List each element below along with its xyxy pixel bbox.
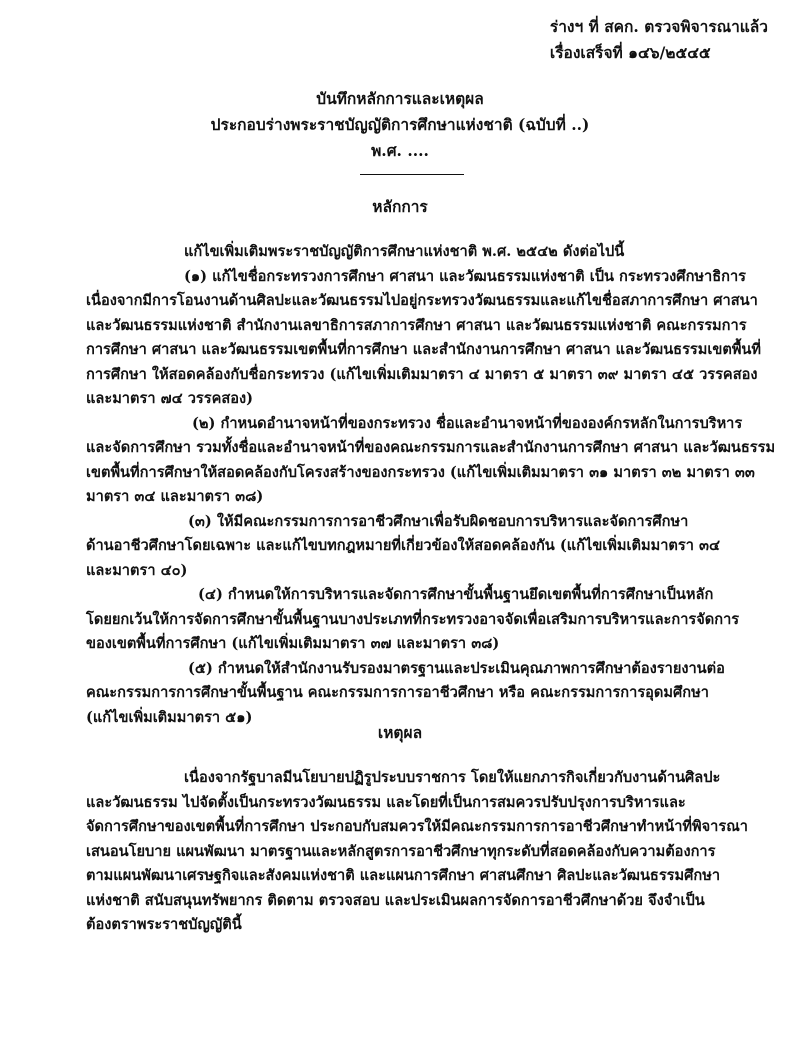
principle-item-5: [86, 657, 775, 731]
item-line: มาตรา ๓๔ และมาตรา ๓๘): [86, 488, 264, 505]
item-line: โดยยกเว้นให้การจัดการศึกษาขั้นพื้นฐานบางประเภทที่กระทรวงอาจจัดเพื่อเสริมการบริหารและการจัดการ: [86, 610, 740, 628]
item-line: คณะกรรมการการศึกษาขั้นพื้นฐาน คณะกรรมการการอาชีวศึกษา หรือ คณะกรรมการการอุดมศึกษา: [86, 684, 709, 701]
review-stamp: [550, 14, 768, 66]
reason-line: เนื่องจากรัฐบาลมีนโยบายปฏิรูประบบราชการ โดยให้แยกภารกิจเกี่ยวกับงานด้านศิลปะ: [184, 769, 721, 786]
reason-line: เสนอนโยบาย แผนพัฒนา มาตรฐานและหลักสูตรการอาชีวศึกษาทุกระดับที่สอดคล้องกับความต้องการ: [86, 842, 716, 860]
item-line: และมาตรา ๔๐): [86, 561, 188, 579]
stamp-completion-number: เรื่องเสร็จที่ ๑๔๖/๒๕๔๕: [549, 43, 711, 62]
reason-line: แห่งชาติ สนับสนุนทรัพยากร ติดตาม ตรวจสอบ และประเมินผลการจัดการอาชีวศึกษาด้วย จึงจำเป็น: [86, 891, 705, 909]
principle-item-2: [86, 412, 775, 510]
item-line: การศึกษา ศาสนา และวัฒนธรรมเขตพื้นที่การศึกษา และสำนักงานการศึกษา ศาสนา และวัฒนธรรมเขตพื้นที่: [86, 341, 762, 358]
item-line: และมาตรา ๗๔ วรรคสอง): [86, 390, 254, 407]
title-line-1: บันทึกหลักการและเหตุผล: [316, 89, 484, 108]
principle-heading: หลักการ: [372, 197, 428, 216]
reason-heading: เหตุผล: [377, 723, 423, 742]
item-line: และวัฒนธรรมแห่งชาติ สำนักงานเลขาธิการสภาการศึกษา ศาสนา และวัฒนธรรมแห่งชาติ คณะกรรมการ: [86, 316, 747, 334]
item-line: (๕) กำหนดให้สำนักงานรับรองมาตรฐานและประเมินคุณภาพการศึกษาต้องรายงานต่อ: [188, 659, 725, 677]
principle-item-1: [86, 265, 775, 412]
reason-line: และวัฒนธรรม ไปจัดตั้งเป็นกระทรวงวัฒนธรรม และโดยที่เป็นการสมควรปรับปรุงการบริหารและ: [86, 793, 686, 811]
item-line: ด้านอาชีวศึกษาโดยเฉพาะ และแก้ไขบทกฎหมายที่เกี่ยวข้องให้สอดคล้องกัน (แก้ไขเพิ่มเติมมาตรา ๓๔: [86, 537, 721, 554]
item-line: เนื่องจากมีการโอนงานด้านศิลปะและวัฒนธรรมไปอยู่กระทรวงวัฒนธรรมและแก้ไขชื่อสภาการศึกษา ศาสนา: [86, 292, 758, 309]
item-line: (๒) กำหนดอำนาจหน้าที่ของกระทรวง ชื่อและอำนาจหน้าที่ขององค์กรหลักในการบริหาร: [192, 414, 743, 432]
item-line: (๔) กำหนดให้การบริหารและจัดการศึกษาขั้นพื้นฐานยึดเขตพื้นที่การศึกษาเป็นหลัก: [198, 586, 714, 603]
item-line: การศึกษา ให้สอดคล้องกับชื่อกระทรวง (แก้ไขเพิ่มเติมมาตรา ๔ มาตรา ๕ มาตรา ๓๙ มาตรา ๔๕ วรรคสอง: [86, 365, 758, 383]
item-line: (แก้ไขเพิ่มเติมมาตรา ๕๑): [86, 708, 253, 726]
reason-line: ต้องตราพระราชบัญญัตินี้: [86, 916, 242, 933]
principle-intro: แก้ไขเพิ่มเติมพระราชบัญญัติการศึกษาแห่งชาติ พ.ศ. ๒๕๔๒ ดังต่อไปนี้: [184, 243, 625, 260]
principle-section: [86, 240, 775, 730]
title-line-3: พ.ศ. ....: [371, 141, 429, 160]
reason-section: [86, 766, 748, 938]
title-divider: [360, 174, 464, 175]
reason-line: ตามแผนพัฒนาเศรษฐกิจและสังคมแห่งชาติ และแผนการศึกษา ศาสนศึกษา ศิลปะและวัฒนธรรมศึกษา: [86, 867, 721, 884]
principle-item-4: [86, 583, 775, 657]
item-line: (๓) ให้มีคณะกรรมการการอาชีวศึกษาเพื่อรับผิดชอบการบริหารและจัดการศึกษา: [188, 512, 689, 530]
item-line: เขตพื้นที่การศึกษาให้สอดคล้องกับโครงสร้างของกระทรวง (แก้ไขเพิ่มเติมมาตรา ๓๑ มาตรา ๓๒ มาตรา ๓๓: [86, 463, 755, 481]
item-line: (๑) แก้ไขชื่อกระทรวงการศึกษา ศาสนา และวัฒนธรรมแห่งชาติ เป็น กระทรวงศึกษาธิการ: [184, 267, 747, 285]
item-line: ของเขตพื้นที่การศึกษา (แก้ไขเพิ่มเติมมาตรา ๓๗ และมาตรา ๓๘): [86, 635, 500, 652]
stamp-review-line: ร่างฯ ที่ สคก. ตรวจพิจารณาแล้ว: [549, 17, 768, 36]
principle-item-3: [86, 510, 775, 584]
item-line: และจัดการศึกษา รวมทั้งชื่อและอำนาจหน้าที่ของคณะกรรมการและสำนักงานการศึกษา ศาสนา และวัฒนธรรม: [86, 439, 776, 456]
document-title: [0, 86, 800, 164]
reason-line: จัดการศึกษาของเขตพื้นที่การศึกษา ประกอบกับสมควรให้มีคณะกรรมการการอาชีวศึกษาทำหน้าที่พิจารณา: [86, 818, 748, 835]
title-line-2: ประกอบร่างพระราชบัญญัติการศึกษาแห่งชาติ (ฉบับที่ ..): [210, 115, 590, 134]
